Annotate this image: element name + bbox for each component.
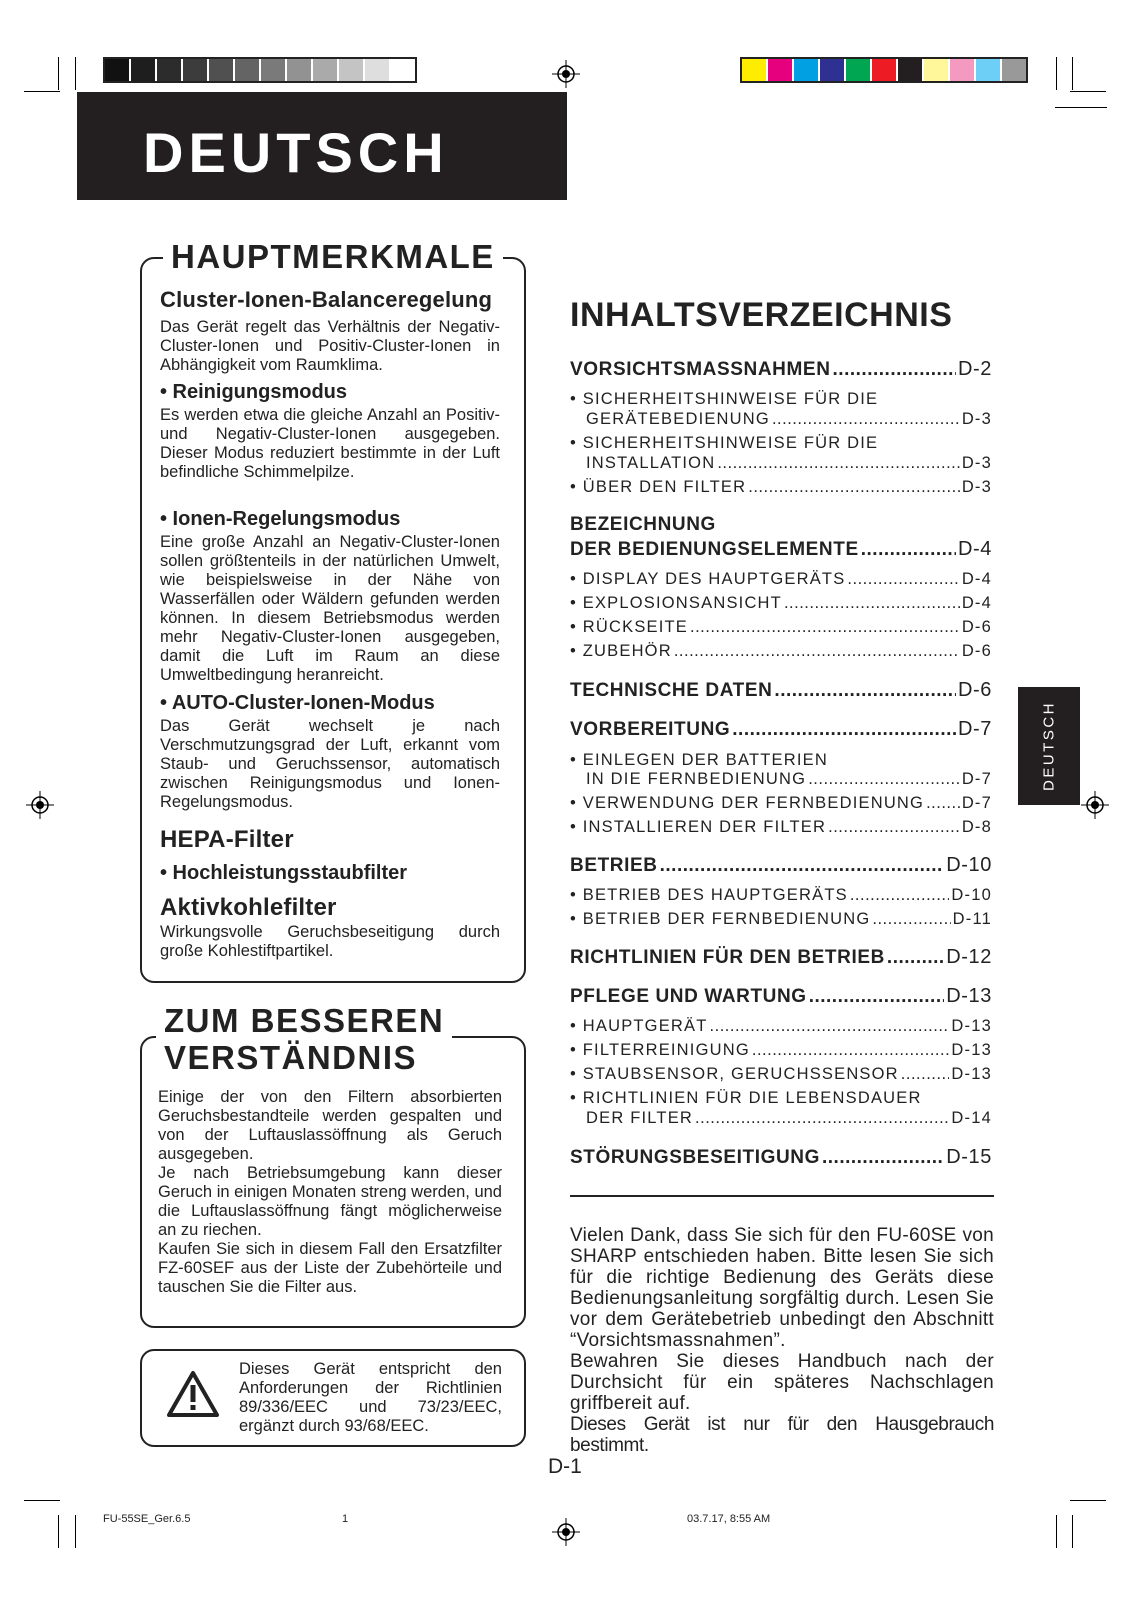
- toc-entry-line: BEZEICHNUNG: [570, 514, 716, 535]
- cluster-text: Das Gerät regelt das Verhältnis der Negativ-Cluster-Ionen und Positiv-Cluster-Ionen in Abhängigkeit vom Raumklima.: [160, 318, 500, 374]
- auto-heading: • AUTO-Cluster-Ionen-Modus: [160, 692, 435, 714]
- toc-entry[interactable]: BETRIEB ..... D-10: [570, 854, 992, 877]
- toc-subentry[interactable]: • EXPLOSIONSANSICHT ..... D-4: [570, 594, 992, 613]
- toc-entry[interactable]: STÖRUNGSBESEITIGUNG ..... D-15: [570, 1146, 992, 1169]
- thanks-text: [570, 1225, 994, 1456]
- ion-heading: • Ionen-Regelungsmodus: [160, 508, 401, 530]
- gray-swatch: [365, 59, 391, 81]
- footer-filename: FU-55SE_Ger.6.5: [103, 1513, 191, 1525]
- color-swatch: [742, 59, 768, 81]
- color-swatch: [924, 59, 950, 81]
- cleaning-heading: • Reinigungsmodus: [160, 381, 348, 403]
- registration-mark-icon: [26, 791, 54, 819]
- toc-subentry-line: • SICHERHEITSHINWEISE FÜR DIE: [570, 434, 879, 452]
- understanding-title-line2: VERSTÄNDNIS: [156, 1039, 425, 1077]
- toc-subentry-line: • RICHTLINIEN FÜR DIE LEBENSDAUER: [570, 1089, 922, 1107]
- warning-text: Dieses Gerät entspricht den Anforderungen der Richtlinien 89/336/EEC und 73/23/EEC, ergänzt durch 93/68/EEC.: [239, 1360, 502, 1435]
- registration-mark-icon: [552, 1518, 580, 1546]
- toc-subentry[interactable]: • INSTALLIEREN DER FILTER ..... D-8: [570, 818, 992, 837]
- toc-subentry[interactable]: DER FILTER ..... D-14: [570, 1109, 992, 1128]
- features-title: HAUPTMERKMALE: [163, 238, 503, 276]
- toc-subentry[interactable]: • HAUPTGERÄT ..... D-13: [570, 1017, 992, 1036]
- gray-swatch: [131, 59, 157, 81]
- toc-subentry-line: • SICHERHEITSHINWEISE FÜR DIE: [570, 390, 879, 408]
- carbon-text: Wirkungsvolle Geruchsbeseitigung durch große Kohlestiftpartikel.: [160, 923, 500, 960]
- color-swatch: [794, 59, 820, 81]
- toc-entry[interactable]: VORBEREITUNG ..... D-7: [570, 718, 992, 741]
- toc-subentry[interactable]: INSTALLATION ..... D-3: [570, 454, 992, 473]
- page-number: D-1: [548, 1455, 582, 1478]
- footer-timestamp: 03.7.17, 8:55 AM: [687, 1513, 771, 1525]
- toc-subentry[interactable]: IN DIE FERNBEDIENUNG ..... D-7: [570, 770, 992, 789]
- gray-swatch: [287, 59, 313, 81]
- color-swatch: [898, 59, 924, 81]
- gray-swatch: [235, 59, 261, 81]
- carbon-heading: Aktivkohlefilter: [160, 894, 337, 921]
- understanding-title-line1: ZUM BESSEREN: [156, 1002, 452, 1040]
- warning-triangle-icon: [166, 1370, 220, 1418]
- registration-mark-icon: [552, 60, 580, 88]
- gray-swatch: [209, 59, 235, 81]
- understanding-text-1: Einige der von den Filtern absorbierten Geruchsbestandteile werden gespalten und von der Luftauslassöffnung als Geruch ausgegeben.: [158, 1088, 502, 1163]
- gray-color-bar: [103, 57, 417, 83]
- gray-swatch: [339, 59, 365, 81]
- language-header: [77, 92, 567, 200]
- color-swatch: [768, 59, 794, 81]
- gray-swatch: [157, 59, 183, 81]
- toc-subentry[interactable]: • ZUBEHÖR ..... D-6: [570, 642, 992, 661]
- thanks-paragraph-2: Bewahren Sie dieses Handbuch nach der Durchsicht für ein späteres Nachschlagen griffbereit auf.: [570, 1351, 994, 1414]
- color-swatch: [846, 59, 872, 81]
- side-tab-label: DEUTSCH: [1040, 700, 1058, 792]
- gray-swatch: [105, 59, 131, 81]
- hepa-subheading: • Hochleistungsstaubfilter: [160, 862, 408, 884]
- toc-entry[interactable]: PFLEGE UND WARTUNG ..... D-13: [570, 985, 992, 1008]
- registration-mark-icon: [1081, 791, 1109, 819]
- language-title: DEUTSCH: [143, 121, 449, 184]
- toc-subentry[interactable]: • VERWENDUNG DER FERNBEDIENUNG ..... D-7: [570, 794, 992, 813]
- ion-text: Eine große Anzahl an Negativ-Cluster-Ionen sollen größtenteils in der natürlichen Umwelt, wie beispielsweise in der Nähe von Wasserfällen oder Wäldern gefunden werden können. In diesem Betriebsmodus werden mehr Negativ-Cluster-Ionen ausgegeben, damit die Luft im Raum an diese Umweltbedingung heranreicht.: [160, 533, 500, 684]
- auto-text: Das Gerät wechselt je nach Verschmutzungsgrad der Luft, erkannt vom Staub- und Geruchssensor, automatisch zwischen Reinigungsmodus und Ionen-Regelungsmodus.: [160, 717, 500, 811]
- understanding-text-3: Kaufen Sie sich in diesem Fall den Ersatzfilter FZ-60SEF aus der Liste der Zubehörteile und tauschen Sie die Filter aus.: [158, 1240, 502, 1296]
- toc-entry[interactable]: DER BEDIENUNGSELEMENTE ..... D-4: [570, 538, 992, 561]
- gray-swatch: [391, 59, 415, 81]
- toc-subentry[interactable]: • DISPLAY DES HAUPTGERÄTS ..... D-4: [570, 570, 992, 589]
- understanding-text-2: Je nach Betriebsumgebung kann dieser Geruch in einigen Monaten streng werden, und die Luftauslassöffnung fängt möglicherweise an zu riechen.: [158, 1164, 502, 1239]
- color-swatch: [976, 59, 1002, 81]
- toc-subentry[interactable]: • STAUBSENSOR, GERUCHSSENSOR ..... D-13: [570, 1065, 992, 1084]
- gray-swatch: [313, 59, 339, 81]
- thanks-paragraph-3: Dieses Gerät ist nur für den Hausgebrauch bestimmt.: [570, 1414, 994, 1456]
- toc-subentry-line: • EINLEGEN DER BATTERIEN: [570, 751, 828, 769]
- gray-swatch: [261, 59, 287, 81]
- toc-subentry[interactable]: • ÜBER DEN FILTER ..... D-3: [570, 478, 992, 497]
- footer-sheet: 1: [342, 1513, 349, 1525]
- gray-swatch: [183, 59, 209, 81]
- toc-subentry[interactable]: • BETRIEB DER FERNBEDIENUNG ..... D-11: [570, 910, 992, 929]
- toc-subentry[interactable]: GERÄTEBEDIENUNG ..... D-3: [570, 410, 992, 429]
- process-color-bar: [740, 57, 1028, 83]
- toc-subentry[interactable]: • RÜCKSEITE ..... D-6: [570, 618, 992, 637]
- language-side-tab: [1018, 687, 1080, 805]
- thanks-paragraph-1: Vielen Dank, dass Sie sich für den FU-60SE von SHARP entschieden haben. Bitte lesen Sie sich für die richtige Bedienung des Geräts diese Bedienungsanleitung sorgfältig durch. Lesen Sie vor dem Gerätebetrieb unbedingt den Abschnitt “Vorsichtsmassnahmen”.: [570, 1225, 994, 1351]
- toc-entry[interactable]: TECHNISCHE DATEN ..... D-6: [570, 679, 992, 702]
- color-swatch: [820, 59, 846, 81]
- color-swatch: [1002, 59, 1026, 81]
- color-swatch: [872, 59, 898, 81]
- divider: [570, 1195, 994, 1197]
- cluster-heading: Cluster-Ionen-Balanceregelung: [160, 287, 493, 312]
- hepa-heading: HEPA-Filter: [160, 826, 294, 853]
- toc-subentry[interactable]: • FILTERREINIGUNG ..... D-13: [570, 1041, 992, 1060]
- cleaning-text: Es werden etwa die gleiche Anzahl an Positiv- und Negativ-Cluster-Ionen ausgegeben. Dieser Modus reduziert bestimmte in der Luft befindliche Schimmelpilze.: [160, 406, 500, 481]
- toc-entry[interactable]: RICHTLINIEN FÜR DEN BETRIEB ..... D-12: [570, 946, 992, 969]
- toc-entry[interactable]: VORSICHTSMASSNAHMEN ..... D-2: [570, 358, 992, 381]
- toc-subentry[interactable]: • BETRIEB DES HAUPTGERÄTS ..... D-10: [570, 886, 992, 905]
- color-swatch: [950, 59, 976, 81]
- toc-title: INHALTSVERZEICHNIS: [570, 296, 953, 334]
